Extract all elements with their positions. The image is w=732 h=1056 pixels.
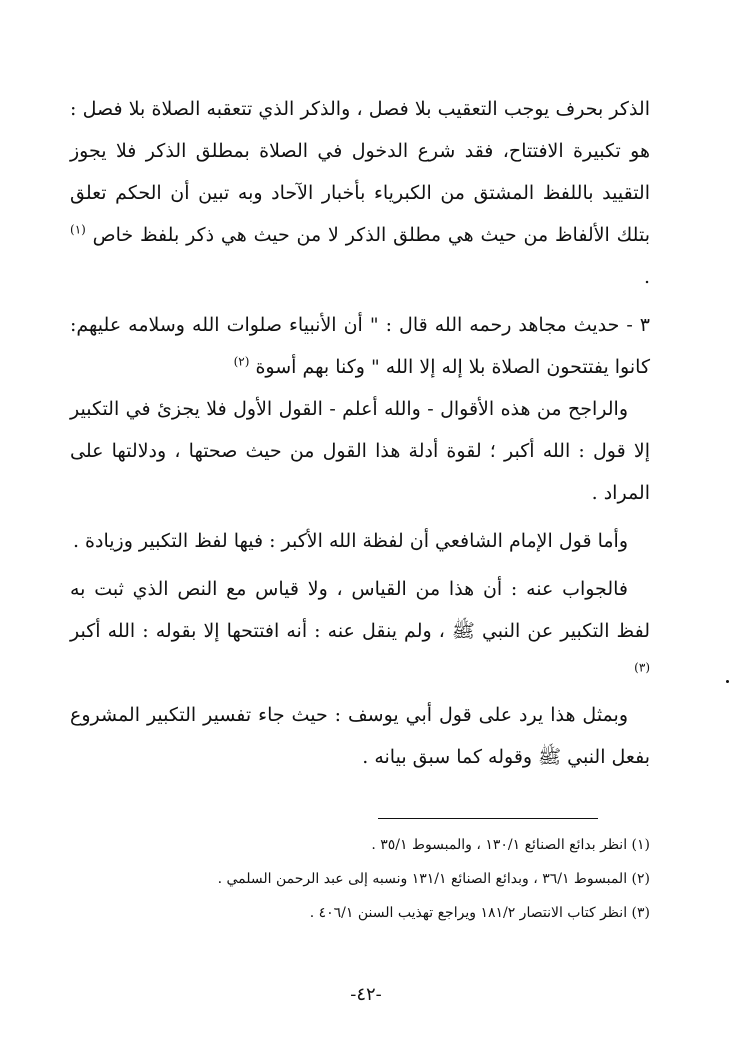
paragraph-4: وأما قول الإمام الشافعي أن لفظة الله الأكبر : فيها لفظ التكبير وزيادة . — [72, 530, 628, 552]
paragraph-2 — [70, 304, 650, 388]
footnote-3: (٣) انظر كتاب الانتصار ١٨١/٢ ويراجع تهذيب السنن ٤٠٦/١ . — [309, 905, 650, 921]
scan-edge-mark — [726, 680, 729, 683]
paragraph-3: والراجح من هذه الأقوال - والله أعلم - القول الأول فلا يجزئ في التكبير إلا قول : الله أكبر ؛ لقوة أدلة هذا القول من حيث صحتها ، ودلالتها على المراد . — [70, 398, 650, 504]
footnote-divider — [378, 818, 598, 819]
main-text — [70, 88, 650, 778]
footnote-1: (١) انظر بدائع الصنائع ١٣٠/١ ، والمبسوط ٣٥/١ . — [371, 837, 650, 853]
footnote-2: (٢) المبسوط ٣٦/١ ، وبدائع الصنائع ١٣١/١ ونسبه إلى عبد الرحمن السلمي . — [217, 871, 650, 887]
paragraph-1 — [70, 88, 650, 298]
paragraph-5-text: فالجواب عنه : أن هذا من القياس ، ولا قياس مع النص الذي ثبت به لفظ التكبير عن النبي ﷺ ، ولم ينقل عنه : أنه افتتحها إلا بقوله : الله أكبر — [70, 578, 650, 642]
footnotes — [70, 828, 650, 930]
footnote-ref-1: (١) — [70, 222, 86, 237]
paragraph-1-text: الذكر بحرف يوجب التعقيب بلا فصل ، والذكر الذي تتعقبه الصلاة بلا فصل : هو تكبيرة الافتتاح، فقد شرع الدخول في الصلاة بمطلق الذكر فلا يجوز التقييد باللفظ المشتق من الكبرياء بأخبار الآحاد وبه تبين أن الحكم تعلق بتلك الألفاظ من حيث هي مطلق الذكر لا من حيث هي ذكر بلفظ خاص — [70, 98, 650, 246]
paragraph-2-text: ٣ - حديث مجاهد رحمه الله قال : " أن الأنبياء صلوات الله وسلامه عليهم: كانوا يفتتحون الصلاة بلا إله إلا الله " وكنا بهم أسوة — [70, 314, 650, 378]
page-body — [70, 88, 650, 778]
paragraph-5 — [70, 568, 650, 694]
footnote-ref-3: (٣) — [634, 660, 650, 675]
paragraph-6: وبمثل هذا يرد على قول أبي يوسف : حيث جاء تفسير التكبير المشروع بفعل النبي ﷺ وقوله كما سبق بيانه . — [70, 704, 650, 768]
paragraph-1-end: . — [643, 266, 650, 288]
footnote-ref-2: (٢) — [233, 354, 250, 369]
page-number: -٤٢- — [350, 984, 382, 1005]
